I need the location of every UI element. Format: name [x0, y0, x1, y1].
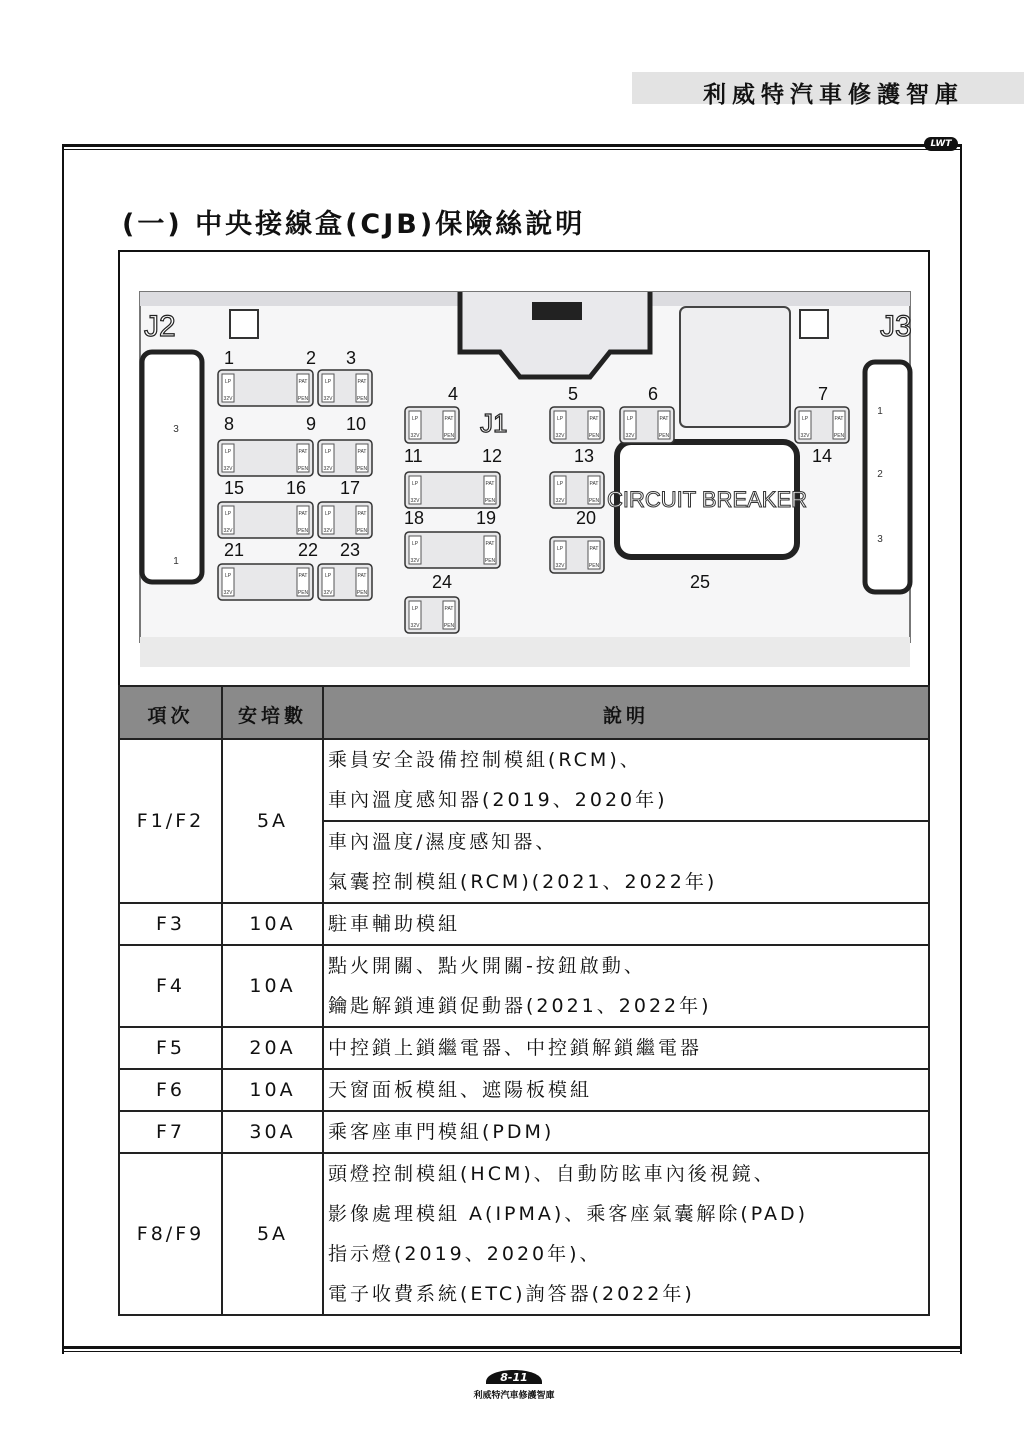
fuse-mark-label: PAT [834, 416, 844, 422]
fuse-mark-label: 32V [323, 590, 333, 596]
fuse-amperage: 5A [222, 739, 323, 903]
fuse-mark-label: LP [224, 573, 232, 579]
fuse-mark-label: PEN [588, 563, 600, 569]
connector-pin-label: 1 [173, 556, 179, 567]
footer-badge [473, 1362, 555, 1402]
fuse-description [323, 1111, 929, 1153]
fuse-number-label: 4 [448, 384, 459, 404]
fuse-item: F3 [119, 903, 222, 945]
fuse-number-label: 9 [306, 414, 317, 434]
connector-label: J3 [880, 310, 912, 343]
fuse-mark-label: LP [411, 606, 419, 612]
connector-pin-label: 2 [877, 469, 883, 480]
description-line: 鑰匙解鎖連鎖促動器(2021、2022年) [328, 995, 712, 1017]
col-header-item: 項次 [119, 686, 222, 739]
description-line: 車內溫度感知器(2019、2020年) [328, 789, 668, 811]
description-line: 乘客座車門模組(PDM) [328, 1121, 555, 1143]
fuse-mark-label: 32V [410, 433, 420, 439]
fuse-mark-label: PEN [297, 590, 309, 596]
fuse-item: F7 [119, 1111, 222, 1153]
section-title: (一) 中央接線盒(CJB)保險絲說明 [122, 209, 586, 240]
fuse-description [323, 739, 929, 903]
description-line: 中控鎖上鎖繼電器、中控鎖解鎖繼電器 [328, 1037, 703, 1059]
fuse-mark-label: PAT [298, 379, 308, 385]
fuse-mark-label: PEN [356, 466, 368, 472]
fuse-mark-label: LP [411, 481, 419, 487]
footer-brand: 利威特汽車修護智庫 [473, 1391, 555, 1401]
description-line: 氣囊控制模組(RCM)(2021、2022年) [328, 871, 718, 893]
fuse-mark-label: 32V [323, 528, 333, 534]
fuse-mark-label: 32V [223, 590, 233, 596]
fuse-mark-label: 32V [555, 563, 565, 569]
fuse-amperage: 10A [222, 903, 323, 945]
fuse-amperage: 5A [222, 1153, 323, 1315]
fuse-mark-label: PAT [298, 511, 308, 517]
fuse-number-label: 24 [432, 572, 453, 592]
description-line: 乘員安全設備控制模組(RCM)、 [328, 749, 642, 771]
fuse-mark-label: LP [556, 416, 564, 422]
fuse-mark-label: PEN [297, 528, 309, 534]
description-line: 電子收費系統(ETC)詢答器(2022年) [328, 1283, 695, 1305]
fuse-mark-label: 32V [223, 396, 233, 402]
fuse-number-label: 20 [576, 508, 597, 528]
fuse-description [323, 903, 929, 945]
description-group [328, 1112, 924, 1152]
fuse-number-label: 7 [818, 384, 829, 404]
connector-pin-label: 3 [173, 424, 179, 435]
fuse-mark-label: PEN [658, 433, 670, 439]
fuse-mark-label: 32V [555, 433, 565, 439]
circuit-breaker-label: CIRCUIT BREAKER [606, 487, 808, 512]
fuse-number-label: 15 [224, 478, 245, 498]
fuse-mark-label: LP [224, 379, 232, 385]
brand-logo: LWT [924, 137, 958, 151]
fuse-mark-label: PEN [443, 623, 455, 629]
description-line: 頭燈控制模組(HCM)、自動防眩車內後視鏡、 [328, 1163, 776, 1185]
fuse-amperage: 10A [222, 1069, 323, 1111]
fuse-mark-label: PEN [833, 433, 845, 439]
fuse-number-label: 8 [224, 414, 235, 434]
description-line: 駐車輔助模組 [328, 913, 461, 935]
fuse-mark-label: LP [626, 416, 634, 422]
fuse-mark-label: PEN [588, 433, 600, 439]
connector-pin-label: 3 [877, 534, 883, 545]
fuse-description [323, 945, 929, 1027]
fuse-number-label: 25 [690, 572, 711, 592]
fuse-mark-label: PEN [356, 528, 368, 534]
fuse-mark-label: PEN [484, 498, 496, 504]
description-line: 車內溫度/濕度感知器、 [328, 831, 558, 853]
connector-label: J2 [144, 310, 176, 343]
fuse-number-label: 5 [568, 384, 579, 404]
fuse-number-label: 17 [340, 478, 361, 498]
fuse-mark-label: 32V [800, 433, 810, 439]
description-line: 點火開關、點火開關-按鈕啟動、 [328, 955, 646, 977]
fuse-number-label: 12 [482, 446, 503, 466]
fuse-mark-label: LP [801, 416, 809, 422]
fuse-mark-label: LP [556, 546, 564, 552]
fuse-mark-label: 32V [223, 528, 233, 534]
description-group [324, 820, 928, 902]
fuse-mark-label: LP [411, 416, 419, 422]
table-row [119, 1069, 929, 1111]
frame-bottom-rule [62, 1346, 962, 1352]
fuse-number-label: 23 [340, 540, 361, 560]
fuse-item: F8/F9 [119, 1153, 222, 1315]
description-line: 影像處理模組 A(IPMA)、乘客座氣囊解除(PAD) [328, 1203, 809, 1225]
fuse-amperage: 20A [222, 1027, 323, 1069]
fuse-number-label: 3 [346, 348, 357, 368]
fuse-mark-label: PEN [588, 498, 600, 504]
fuse-mark-label: PAT [298, 573, 308, 579]
fuse-mark-label: PAT [357, 449, 367, 455]
fuse-number-label: 18 [404, 508, 425, 528]
fuse-mark-label: 32V [323, 466, 333, 472]
fuse-item: F6 [119, 1069, 222, 1111]
description-group [328, 1028, 924, 1068]
fuse-number-label: 11 [404, 446, 423, 466]
connector-pin-label: 1 [877, 406, 883, 417]
fuse-amperage: 10A [222, 945, 323, 1027]
fuse-number-label: 21 [224, 540, 245, 560]
description-line: 天窗面板模組、遮陽板模組 [328, 1079, 593, 1101]
table-row [119, 903, 929, 945]
fuse-description [323, 1153, 929, 1315]
fuse-number-label: 14 [812, 446, 833, 466]
fuse-number-label: 16 [286, 478, 307, 498]
fuse-mark-label: PAT [589, 546, 599, 552]
connector-label: J1 [480, 408, 508, 438]
fuse-mark-label: PAT [444, 416, 454, 422]
fuse-mark-label: PAT [298, 449, 308, 455]
description-group [328, 740, 924, 820]
fuse-mark-label: 32V [555, 498, 565, 504]
fuse-mark-label: LP [324, 449, 332, 455]
fuse-mark-label: LP [224, 449, 232, 455]
fuse-box-drawing [120, 252, 928, 685]
fuse-description [323, 1069, 929, 1111]
table-header-row [119, 686, 929, 739]
fuse-item: F5 [119, 1027, 222, 1069]
fuse-mark-label: 32V [625, 433, 635, 439]
fuse-mark-label: PEN [356, 590, 368, 596]
fuse-mark-label: PAT [485, 541, 495, 547]
fuse-mark-label: PEN [443, 433, 455, 439]
fuse-table [118, 685, 930, 1316]
page-number: 8-11 [500, 1371, 528, 1384]
fuse-box-diagram [118, 250, 930, 687]
fuse-mark-label: LP [324, 573, 332, 579]
fuse-mark-label: 32V [410, 498, 420, 504]
fuse-mark-label: 32V [410, 558, 420, 564]
fuse-mark-label: PAT [357, 511, 367, 517]
fuse-mark-label: 32V [410, 623, 420, 629]
fuse-number-label: 2 [306, 348, 317, 368]
fuse-mark-label: PEN [297, 396, 309, 402]
fuse-mark-label: LP [411, 541, 419, 547]
description-group [328, 1154, 924, 1314]
fuse-mark-label: PEN [297, 466, 309, 472]
fuse-mark-label: PEN [484, 558, 496, 564]
fuse-number-label: 22 [298, 540, 319, 560]
frame-top-rule [62, 144, 962, 150]
fuse-mark-label: PEN [356, 396, 368, 402]
fuse-item: F4 [119, 945, 222, 1027]
fuse-description [323, 1027, 929, 1069]
fuse-number-label: 19 [476, 508, 497, 528]
description-group [328, 904, 924, 944]
fuse-mark-label: PAT [357, 379, 367, 385]
fuse-number-label: 13 [574, 446, 595, 466]
col-header-desc: 說明 [323, 686, 929, 739]
fuse-mark-label: LP [224, 511, 232, 517]
fuse-mark-label: 32V [223, 466, 233, 472]
table-row [119, 739, 929, 903]
fuse-number-label: 1 [224, 348, 235, 368]
description-line: 指示燈(2019、2020年)、 [328, 1243, 602, 1265]
brand-title: 利威特汽車修護智庫 [703, 82, 964, 108]
table-row [119, 1111, 929, 1153]
fuse-amperage: 30A [222, 1111, 323, 1153]
fuse-mark-label: LP [324, 379, 332, 385]
description-group [328, 1070, 924, 1110]
fuse-item: F1/F2 [119, 739, 222, 903]
fuse-mark-label: LP [556, 481, 564, 487]
fuse-mark-label: LP [324, 511, 332, 517]
fuse-mark-label: 32V [323, 396, 333, 402]
table-row [119, 945, 929, 1027]
fuse-mark-label: PAT [589, 416, 599, 422]
col-header-amp: 安培數 [222, 686, 323, 739]
description-group [328, 946, 924, 1026]
fuse-mark-label: PAT [659, 416, 669, 422]
table-row [119, 1027, 929, 1069]
fuse-number-label: 6 [648, 384, 659, 404]
fuse-mark-label: PAT [357, 573, 367, 579]
fuse-number-label: 10 [346, 414, 367, 434]
fuse-mark-label: PAT [589, 481, 599, 487]
fuse-mark-label: PAT [444, 606, 454, 612]
table-row [119, 1153, 929, 1315]
fuse-mark-label: PAT [485, 481, 495, 487]
